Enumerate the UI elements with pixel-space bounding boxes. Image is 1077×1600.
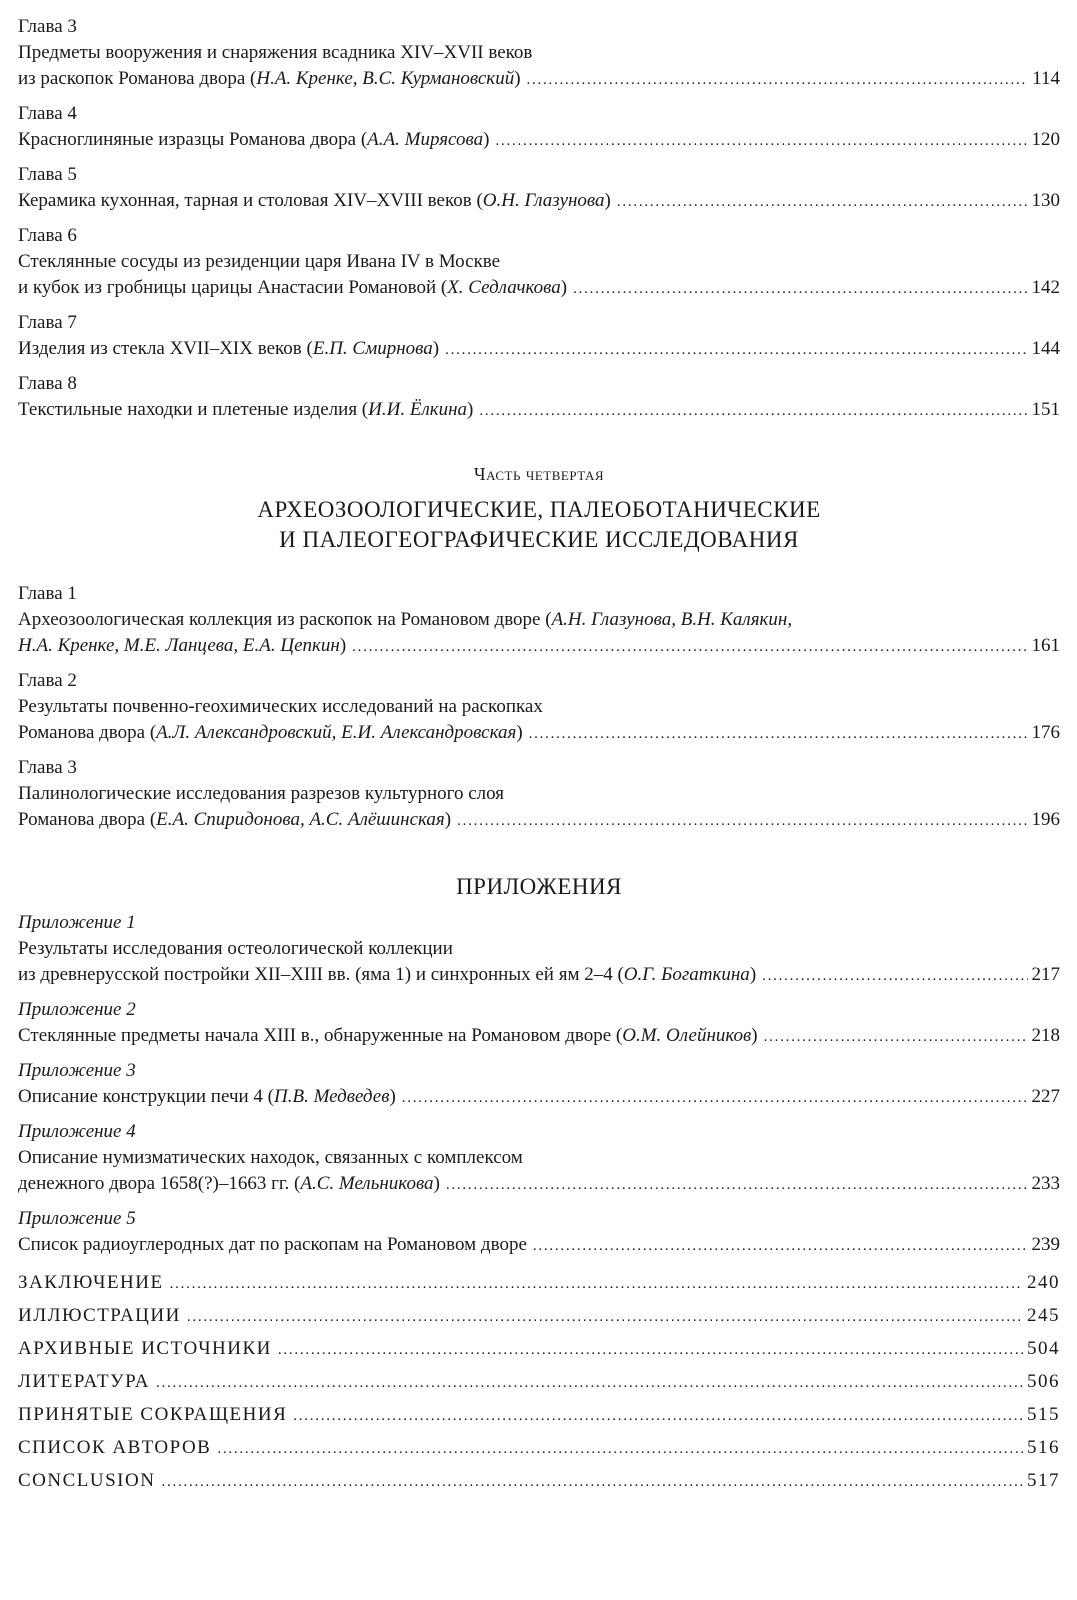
page-number: 506 [1027,1371,1060,1392]
toc-entry [18,371,1060,424]
entry-authors: А.С. Мельникова [300,1173,434,1194]
dot-leader [495,128,1027,154]
part-title [18,495,1060,555]
entry-last-line[interactable] [18,397,1060,424]
toc-entry [18,910,1060,989]
toc-entry [18,1058,1060,1111]
section-title: ПРИНЯТЫЕ СОКРАЩЕНИЯ [18,1404,288,1425]
chapter-label: Глава 3 [18,757,77,778]
appendices-title: ПРИЛОЖЕНИЯ [456,874,622,899]
entry-last-line[interactable] [18,720,1060,747]
entry-title: Стеклянные предметы начала XIII в., обнаруженные на Романовом дворе ( [18,1025,623,1046]
toc-entry [18,1119,1060,1198]
dot-leader [187,1301,1023,1333]
entry-title: и кубок из гробницы царицы Анастасии Романовой ( [18,277,448,298]
entry-authors: О.Г. Богаткина [623,964,750,985]
entry-last-line[interactable] [18,1171,1060,1198]
entry-last-line[interactable] [18,188,1060,215]
toc-page [18,14,1060,1498]
section-title: ЗАКЛЮЧЕНИЕ [18,1272,164,1293]
toc-entry [18,101,1060,154]
page-number: 516 [1027,1437,1060,1458]
page-number: 227 [1031,1086,1060,1107]
page-number: 176 [1031,722,1060,743]
entry-title: Романова двора ( [18,722,157,743]
dot-leader [764,1024,1028,1050]
entry-title-line: Стеклянные сосуды из резиденции царя Ивана IV в Москве [18,251,501,272]
entry-authors: А.Н. Глазунова, В.Н. Калякин, [551,609,793,630]
chapter-label: Глава 3 [18,16,77,37]
dot-leader [402,1085,1028,1111]
entry-authors: О.Н. Глазунова [482,190,605,211]
dot-leader [278,1334,1023,1366]
paren-close: ) [432,338,440,359]
toc-entry [18,1206,1060,1259]
entry-title: Текстильные находки и плетеные изделия ( [18,399,369,420]
section-title: АРХИВНЫЕ ИСТОЧНИКИ [18,1338,272,1359]
part-title-line: И ПАЛЕОГЕОГРАФИЧЕСКИЕ ИССЛЕДОВАНИЯ [279,527,799,552]
toc-entry [18,14,1060,93]
chapter-label: Глава 4 [18,103,77,124]
dot-leader [457,808,1027,834]
toc-entry [18,223,1060,302]
entry-authors: А.А. Мирясова [367,129,484,150]
entry-authors: П.В. Медведев [274,1086,390,1107]
chapter-label: Глава 8 [18,373,77,394]
page-number: 142 [1031,277,1060,298]
page-number: 130 [1031,190,1060,211]
entry-title: из древнерусской постройки XII–XIII вв. (яма 1) и синхронных ей ям 2–4 ( [18,964,624,985]
dot-leader [293,1400,1023,1432]
entry-title-line: Описание нумизматических находок, связанных с комплексом [18,1147,523,1168]
entry-last-line[interactable] [18,127,1060,154]
appendix-label: Приложение 3 [18,1060,136,1081]
entry-last-line[interactable] [18,807,1060,834]
appendix-label: Приложение 2 [18,999,136,1020]
entry-authors: Е.А. Спиридонова, А.С. Алёшинская [156,809,445,830]
paren-close: ) [749,964,757,985]
entry-title-line: Результаты почвенно-геохимических исследований на раскопках [18,696,543,717]
entry-title-line: Палинологические исследования разрезов культурного слоя [18,783,505,804]
dot-leader [445,337,1027,363]
entry-title: Романова двора ( [18,809,157,830]
toc-entry [18,581,1060,660]
chapter-label: Глава 2 [18,670,77,691]
part-label: Часть четвертая [473,464,605,484]
entry-authors: Е.П. Смирнова [312,338,433,359]
page-number: 161 [1031,635,1060,656]
entry-title: Археозоологическая коллекция из раскопок на Романовом дворе ( [18,609,552,630]
toc-section-literature[interactable] [18,1366,1060,1399]
entry-last-line[interactable] [18,1084,1060,1111]
page-number: 151 [1031,399,1060,420]
paren-close: ) [516,722,523,743]
paren-close: ) [751,1025,758,1046]
toc-section-conclusion[interactable] [18,1267,1060,1300]
page-number: 515 [1027,1404,1060,1425]
section-title: СПИСОК АВТОРОВ [18,1437,212,1458]
part-title-line: АРХЕОЗООЛОГИЧЕСКИЕ, ПАЛЕОБОТАНИЧЕСКИЕ [257,497,821,522]
page-number: 218 [1031,1025,1060,1046]
dot-leader [529,721,1028,747]
dot-leader [156,1367,1023,1399]
dot-leader [617,189,1028,215]
entry-title: Список радиоуглеродных дат по раскопам на Романовом дворе [18,1234,527,1255]
entry-title-line: Результаты исследования остеологической коллекции [18,938,453,959]
chapter-label: Глава 1 [18,583,77,604]
paren-close: ) [444,809,452,830]
page-number: 239 [1031,1234,1060,1255]
page-number: 196 [1031,809,1060,830]
entry-authors: Н.А. Кренке, В.С. Курмановский [256,68,515,89]
toc-section-abbreviations[interactable] [18,1399,1060,1432]
dot-leader [762,963,1027,989]
paren-close: ) [514,68,521,89]
dot-leader [161,1466,1023,1498]
toc-entry [18,755,1060,834]
entry-title: Описание конструкции печи 4 ( [18,1086,274,1107]
entry-authors: А.Л. Александровский, Е.И. Александровская [156,722,517,743]
toc-entry [18,162,1060,215]
entry-authors: И.И. Ёлкина [368,399,468,420]
toc-section-archives[interactable] [18,1333,1060,1366]
page-number: 144 [1031,338,1060,359]
toc-entry [18,997,1060,1050]
entry-title: Красноглиняные изразцы Романова двора ( [18,129,368,150]
chapter-label: Глава 5 [18,164,77,185]
entry-last-line[interactable] [18,1232,1060,1259]
entry-last-line[interactable] [18,962,1060,989]
entry-last-line[interactable] [18,633,1060,660]
toc-section-conclusion-en[interactable] [18,1465,1060,1498]
page-number: 217 [1031,964,1060,985]
paren-close: ) [560,277,568,298]
entry-last-line[interactable] [18,275,1060,302]
appendix-list [18,910,1060,1259]
part3-chapter-list [18,14,1060,424]
paren-close: ) [339,635,347,656]
page-number: 504 [1027,1338,1060,1359]
entry-authors: Н.А. Кренке, М.Е. Ланцева, Е.А. Цепкин [18,635,340,656]
entry-authors: О.М. Олейников [622,1025,752,1046]
page-number: 233 [1031,1173,1060,1194]
final-section-list [18,1267,1060,1498]
entry-title-line: Предметы вооружения и снаряжения всадника XIV–XVII веков [18,42,533,63]
chapter-label: Глава 6 [18,225,77,246]
dot-leader [479,398,1027,424]
dot-leader [446,1172,1028,1198]
dot-leader [352,634,1027,660]
section-title: CONCLUSION [18,1470,156,1491]
page-number: 245 [1027,1305,1060,1326]
paren-close: ) [604,190,611,211]
dot-leader [217,1433,1023,1465]
page-number: 517 [1027,1470,1060,1491]
entry-authors: Х. Седлачкова [447,277,561,298]
entry-last-line[interactable] [18,66,1060,93]
page-number: 120 [1031,129,1060,150]
toc-section-authors[interactable] [18,1432,1060,1465]
entry-title: Изделия из стекла XVII–XIX веков ( [18,338,313,359]
appendix-label: Приложение 5 [18,1208,136,1229]
appendix-label: Приложение 4 [18,1121,136,1142]
chapter-label: Глава 7 [18,312,77,333]
toc-entry [18,310,1060,363]
dot-leader [527,67,1029,93]
toc-entry [18,668,1060,747]
entry-title: из раскопок Романова двора ( [18,68,257,89]
dot-leader [170,1268,1023,1300]
part4-chapter-list [18,581,1060,834]
section-title: ИЛЛЮСТРАЦИИ [18,1305,181,1326]
entry-title: денежного двора 1658(?)–1663 гг. ( [18,1173,301,1194]
entry-last-line[interactable] [18,336,1060,363]
dot-leader [573,276,1027,302]
toc-section-illustrations[interactable] [18,1300,1060,1333]
entry-title: Керамика кухонная, тарная и столовая XIV–XVIII веков ( [18,190,483,211]
page-number: 240 [1027,1272,1060,1293]
paren-close: ) [483,129,490,150]
paren-close: ) [467,399,474,420]
appendix-label: Приложение 1 [18,912,136,933]
dot-leader [533,1233,1028,1259]
paren-close: ) [389,1086,396,1107]
section-title: ЛИТЕРАТУРА [18,1371,150,1392]
page-number: 114 [1032,68,1060,89]
paren-close: ) [433,1173,440,1194]
entry-title-line [18,607,1060,633]
entry-last-line[interactable] [18,1023,1060,1050]
